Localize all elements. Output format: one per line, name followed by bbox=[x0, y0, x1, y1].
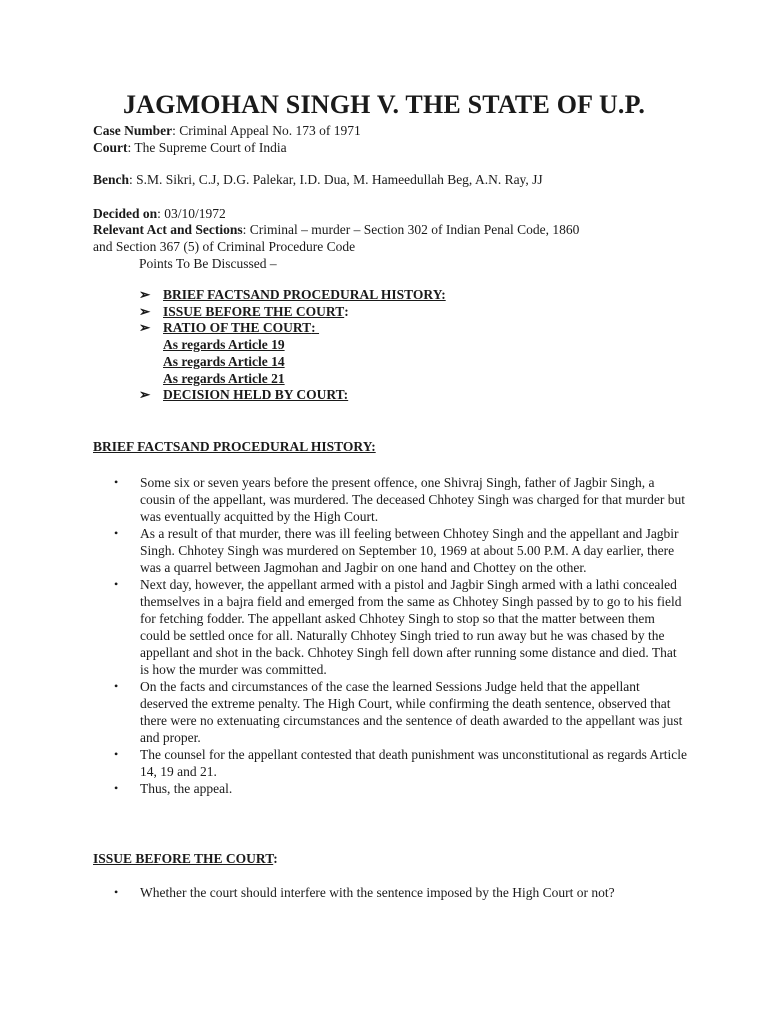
list-item bbox=[108, 884, 688, 901]
bullet-icon: • bbox=[114, 577, 119, 591]
case-title: JAGMOHAN SINGH V. THE STATE OF U.P. bbox=[122, 90, 646, 119]
toc-item-label: ISSUE BEFORE THE COURT bbox=[163, 303, 345, 319]
facts-heading: BRIEF FACTSAND PROCEDURAL HISTORY: bbox=[93, 439, 376, 454]
list-item bbox=[108, 746, 688, 780]
toc-item-colon: : bbox=[344, 303, 349, 319]
issue-heading-colon: : bbox=[273, 851, 278, 866]
facts-list bbox=[108, 474, 688, 797]
arrow-bullet-icon: ➢ bbox=[139, 287, 151, 302]
list-item bbox=[108, 525, 688, 576]
arrow-bullet-icon: ➢ bbox=[139, 387, 151, 403]
bullet-icon: • bbox=[114, 679, 119, 693]
toc-item-label: DECISION HELD BY COURT: bbox=[163, 387, 349, 403]
list-item-text: Thus, the appeal. bbox=[140, 781, 233, 796]
toc-item-label: RATIO OF THE COURT bbox=[163, 320, 312, 336]
toc-item bbox=[139, 320, 446, 337]
bullet-icon: • bbox=[114, 475, 119, 489]
bench-label: Bench bbox=[93, 172, 130, 187]
points-to-discuss-label: Points To Be Discussed – bbox=[139, 256, 277, 271]
decided-on-value: : 03/10/1972 bbox=[157, 206, 226, 221]
toc-subitem: As regards Article 14 bbox=[163, 353, 285, 369]
list-item-text: Next day, however, the appellant armed with a pistol and Jagbir Singh armed with a lathi concealed themselves in a bajra field and emerged from the same as Chhotey Singh passed by to go to his field for fetching fodder. The appellant asked Chhotey Singh to stop so that the matter between them could be settled once for all. Naturally Chhotey Singh tried to run away but he was chased by the appellant and shot in the back. Chhotey Singh fell down after running some distance and died. That is how the murder was committed. bbox=[140, 577, 682, 677]
toc-subitem: As regards Article 19 bbox=[163, 337, 285, 353]
list-item-text: The counsel for the appellant contested that death punishment was unconstitutional as regards Article 14, 19 and 21. bbox=[140, 747, 687, 779]
issue-heading bbox=[93, 850, 278, 867]
relevant-act-line bbox=[93, 221, 693, 255]
bullet-icon: • bbox=[114, 781, 119, 795]
bench-value: : S.M. Sikri, C.J, D.G. Palekar, I.D. Dua, M. Hameedullah Beg, A.N. Ray, JJ bbox=[129, 172, 543, 187]
case-number-line bbox=[93, 122, 693, 139]
list-item bbox=[108, 780, 688, 797]
list-item bbox=[108, 576, 688, 678]
relevant-act-value: : Criminal – murder – Section 302 of Indian Penal Code, 1860 bbox=[242, 222, 580, 237]
issue-list bbox=[108, 884, 688, 901]
court-line bbox=[93, 139, 693, 156]
list-item-text: As a result of that murder, there was ill feeling between Chhotey Singh and the appellant and Jagbir Singh. Chhotey Singh was murdered on September 10, 1969 at about 5.00 P.M. A day earlier, there was a quarrel between Jagmohan and Jagbir on one hand and Chottey on the other. bbox=[140, 526, 679, 575]
case-number-value: : Criminal Appeal No. 173 of 1971 bbox=[172, 123, 361, 138]
list-item bbox=[108, 474, 688, 525]
bench-line bbox=[93, 171, 693, 188]
case-number-label: Case Number bbox=[93, 123, 173, 138]
toc-item bbox=[139, 304, 446, 321]
toc-item bbox=[139, 287, 446, 304]
court-value: : The Supreme Court of India bbox=[127, 140, 287, 155]
list-item-text: Some six or seven years before the present offence, one Shivraj Singh, father of Jagbir Singh, a cousin of the appellant, was murdered. The deceased Chhotey Singh was charged for that murder but was eventually acquitted by the High Court. bbox=[140, 475, 685, 524]
court-label: Court bbox=[93, 140, 128, 155]
toc-item-label: BRIEF FACTSAND PROCEDURAL HISTORY: bbox=[163, 287, 446, 302]
table-of-contents bbox=[139, 287, 446, 404]
issue-heading-label: ISSUE BEFORE THE COURT bbox=[93, 851, 274, 866]
bullet-icon: • bbox=[114, 885, 119, 899]
bullet-icon: • bbox=[114, 747, 119, 761]
toc-item bbox=[139, 387, 446, 404]
list-item bbox=[108, 678, 688, 746]
list-item-text: On the facts and circumstances of the case the learned Sessions Judge held that the appellant deserved the extreme penalty. The High Court, while confirming the death sentence, observed that there were no extenuating circumstances and the sentence of death awarded to the appellant was just and proper. bbox=[140, 679, 683, 745]
relevant-act-label: Relevant Act and Sections bbox=[93, 222, 243, 237]
decided-on-label: Decided on bbox=[93, 206, 158, 221]
relevant-act-value-line2: and Section 367 (5) of Criminal Procedure Code bbox=[93, 239, 356, 254]
arrow-bullet-icon: ➢ bbox=[139, 303, 151, 319]
arrow-bullet-icon: ➢ bbox=[139, 320, 151, 336]
bullet-icon: • bbox=[114, 526, 119, 540]
toc-item-colon: : bbox=[311, 320, 320, 336]
decided-on-line bbox=[93, 205, 693, 222]
toc-subitem: As regards Article 21 bbox=[163, 370, 285, 386]
list-item-text: Whether the court should interfere with the sentence imposed by the High Court or not? bbox=[140, 885, 615, 900]
